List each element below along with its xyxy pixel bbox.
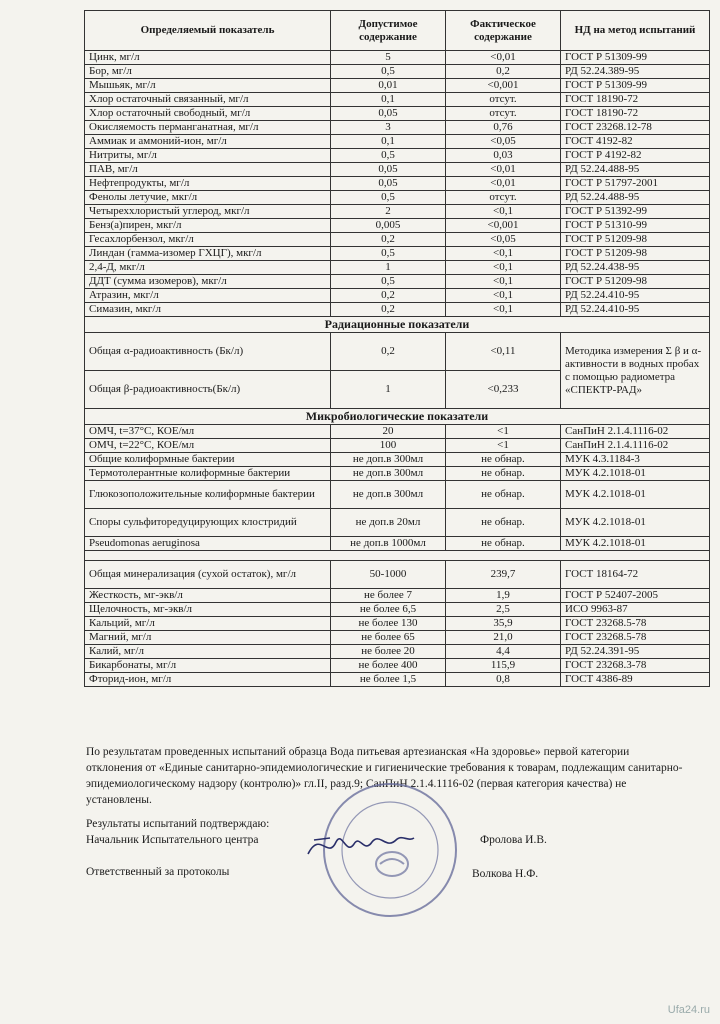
allowed-cell: 50-1000 — [331, 561, 446, 589]
section-row-radiation — [85, 317, 710, 333]
indicator-cell: Аммиак и аммоний-ион, мг/л — [85, 135, 331, 149]
indicator-cell: Мышьяк, мг/л — [85, 79, 331, 93]
indicator-cell: ОМЧ, t=22°С, КОЕ/мл — [85, 439, 331, 453]
table-row — [85, 425, 710, 439]
table-row — [85, 79, 710, 93]
allowed-cell: 0,2 — [331, 289, 446, 303]
method-cell: ГОСТ Р 51797-2001 — [561, 177, 710, 191]
actual-cell: <0,233 — [446, 371, 561, 409]
table-row — [85, 439, 710, 453]
method-cell: РД 52.24.488-95 — [561, 191, 710, 205]
table-row — [85, 481, 710, 509]
section-row-micro — [85, 409, 710, 425]
actual-cell: 0,76 — [446, 121, 561, 135]
method-cell: ГОСТ Р 51310-99 — [561, 219, 710, 233]
allowed-cell: не доп.в 1000мл — [331, 537, 446, 551]
allowed-cell: 0,5 — [331, 191, 446, 205]
indicator-cell: Нефтепродукты, мг/л — [85, 177, 331, 191]
spacer-cell — [85, 551, 710, 561]
allowed-cell: не более 7 — [331, 589, 446, 603]
allowed-cell: не более 400 — [331, 659, 446, 673]
method-cell: РД 52.24.410-95 — [561, 303, 710, 317]
allowed-cell: не более 1,5 — [331, 673, 446, 687]
allowed-cell: не доп.в 300мл — [331, 453, 446, 467]
table-row — [85, 537, 710, 551]
indicator-cell: Магний, мг/л — [85, 631, 331, 645]
allowed-cell: 0,5 — [331, 149, 446, 163]
allowed-cell: 0,2 — [331, 303, 446, 317]
actual-cell: не обнар. — [446, 467, 561, 481]
actual-cell: 239,7 — [446, 561, 561, 589]
indicator-cell: Цинк, мг/л — [85, 51, 331, 65]
allowed-cell: 0,1 — [331, 93, 446, 107]
indicator-cell: Хлор остаточный свободный, мг/л — [85, 107, 331, 121]
actual-cell: <0,001 — [446, 219, 561, 233]
indicator-cell: ОМЧ, t=37°С, КОЕ/мл — [85, 425, 331, 439]
actual-cell: <0,01 — [446, 177, 561, 191]
method-cell: СанПиН 2.1.4.1116-02 — [561, 425, 710, 439]
table-row — [85, 659, 710, 673]
indicator-cell: Линдан (гамма-изомер ГХЦГ), мкг/л — [85, 247, 331, 261]
indicator-cell: Окисляемость перманганатная, мг/л — [85, 121, 331, 135]
actual-cell: 21,0 — [446, 631, 561, 645]
method-cell: ИСО 9963-87 — [561, 603, 710, 617]
method-cell: ГОСТ 18190-72 — [561, 107, 710, 121]
method-cell: ГОСТ 23268.12-78 — [561, 121, 710, 135]
method-cell: РД 52.24.488-95 — [561, 163, 710, 177]
allowed-cell: не доп.в 300мл — [331, 467, 446, 481]
method-cell: ГОСТ Р 51392-99 — [561, 205, 710, 219]
table-row — [85, 163, 710, 177]
table-header-row — [85, 11, 710, 51]
actual-cell: <0,1 — [446, 247, 561, 261]
method-cell: РД 52.24.389-95 — [561, 65, 710, 79]
allowed-cell: 0,05 — [331, 163, 446, 177]
method-cell: ГОСТ Р 52407-2005 — [561, 589, 710, 603]
table-row — [85, 275, 710, 289]
method-cell: ГОСТ 23268.3-78 — [561, 659, 710, 673]
method-cell: СанПиН 2.1.4.1116-02 — [561, 439, 710, 453]
actual-cell: отсут. — [446, 191, 561, 205]
confirm-line-2: Начальник Испытательного центра — [86, 834, 259, 846]
handwritten-signature — [300, 820, 420, 870]
actual-cell: <0,1 — [446, 289, 561, 303]
method-cell: МУК 4.2.1018-01 — [561, 509, 710, 537]
allowed-cell: не более 20 — [331, 645, 446, 659]
indicator-cell: Споры сульфитоpедуцирующих клостридий — [85, 509, 331, 537]
method-cell: РД 52.24.391-95 — [561, 645, 710, 659]
indicator-cell: Бикарбонаты, мг/л — [85, 659, 331, 673]
allowed-cell: 0,2 — [331, 333, 446, 371]
allowed-cell: 1 — [331, 371, 446, 409]
indicator-cell: Гесахлорбензол, мкг/л — [85, 233, 331, 247]
table-row — [85, 603, 710, 617]
table-row — [85, 261, 710, 275]
indicator-cell: Четыреххлористый углерод, мкг/л — [85, 205, 331, 219]
method-cell: ГОСТ 18190-72 — [561, 93, 710, 107]
actual-cell: отсут. — [446, 107, 561, 121]
allowed-cell: 1 — [331, 261, 446, 275]
table-row — [85, 617, 710, 631]
actual-cell: <0,11 — [446, 333, 561, 371]
actual-cell: 35,9 — [446, 617, 561, 631]
actual-cell: не обнар. — [446, 453, 561, 467]
indicator-cell: Общая β-радиоактивность(Бк/л) — [85, 371, 331, 409]
table-row — [85, 149, 710, 163]
actual-cell: не обнар. — [446, 481, 561, 509]
allowed-cell: 2 — [331, 205, 446, 219]
table-row — [85, 289, 710, 303]
method-cell: ГОСТ Р 51209-98 — [561, 275, 710, 289]
method-cell: ГОСТ Р 51309-99 — [561, 51, 710, 65]
actual-cell: <0,001 — [446, 79, 561, 93]
header-method: НД на метод испытаний — [561, 11, 710, 51]
indicator-cell: Калий, мг/л — [85, 645, 331, 659]
allowed-cell: 0,01 — [331, 79, 446, 93]
actual-cell: <0,1 — [446, 303, 561, 317]
section-title-micro: Микробиологические показатели — [85, 409, 710, 425]
actual-cell: 1,9 — [446, 589, 561, 603]
allowed-cell: не более 6,5 — [331, 603, 446, 617]
head-name: Фролова И.В. — [480, 834, 547, 846]
table-row — [85, 121, 710, 135]
table-row — [85, 645, 710, 659]
actual-cell: <0,01 — [446, 51, 561, 65]
indicator-cell: Общая минерализация (сухой остаток), мг/л — [85, 561, 331, 589]
table-row — [85, 467, 710, 481]
method-cell: ГОСТ Р 4192-82 — [561, 149, 710, 163]
indicator-cell: Общие колиформные бактерии — [85, 453, 331, 467]
indicator-cell: ДДТ (сумма изомеров), мкг/л — [85, 275, 331, 289]
allowed-cell: 0,5 — [331, 65, 446, 79]
allowed-cell: не доп.в 20мл — [331, 509, 446, 537]
indicator-cell: Жесткость, мг-экв/л — [85, 589, 331, 603]
allowed-cell: 3 — [331, 121, 446, 135]
method-cell: ГОСТ 4192-82 — [561, 135, 710, 149]
table-row — [85, 453, 710, 467]
actual-cell: 4,4 — [446, 645, 561, 659]
indicator-cell: Pseudomonas aeruginosa — [85, 537, 331, 551]
table-row — [85, 509, 710, 537]
allowed-cell: 100 — [331, 439, 446, 453]
allowed-cell: 0,5 — [331, 275, 446, 289]
method-cell: ГОСТ 4386-89 — [561, 673, 710, 687]
table-row — [85, 93, 710, 107]
method-cell: МУК 4.2.1018-01 — [561, 481, 710, 509]
actual-cell: <0,1 — [446, 205, 561, 219]
indicator-cell: ПАВ, мг/л — [85, 163, 331, 177]
actual-cell: <1 — [446, 439, 561, 453]
indicator-cell: Фторид-ион, мг/л — [85, 673, 331, 687]
actual-cell: 0,03 — [446, 149, 561, 163]
table-row — [85, 107, 710, 121]
section-title-radiation: Радиационные показатели — [85, 317, 710, 333]
actual-cell: <0,05 — [446, 233, 561, 247]
allowed-cell: 0,05 — [331, 107, 446, 121]
method-cell: ГОСТ 23268.5-78 — [561, 617, 710, 631]
table-row — [85, 135, 710, 149]
table-row — [85, 333, 710, 371]
allowed-cell: 20 — [331, 425, 446, 439]
allowed-cell: не доп.в 300мл — [331, 481, 446, 509]
table-row — [85, 219, 710, 233]
method-cell: МУК 4.2.1018-01 — [561, 467, 710, 481]
indicator-cell: Общая α-радиоактивность (Бк/л) — [85, 333, 331, 371]
table-row — [85, 303, 710, 317]
allowed-cell: 0,5 — [331, 247, 446, 261]
actual-cell: не обнар. — [446, 509, 561, 537]
actual-cell: <0,1 — [446, 275, 561, 289]
allowed-cell: 0,05 — [331, 177, 446, 191]
indicator-cell: Нитриты, мг/л — [85, 149, 331, 163]
method-cell: МУК 4.3.1184-3 — [561, 453, 710, 467]
indicator-cell: Симазин, мкг/л — [85, 303, 331, 317]
indicator-cell: Хлор остаточный связанный, мг/л — [85, 93, 331, 107]
results-table — [84, 10, 710, 687]
header-allowed: Допустимое содержание — [331, 11, 446, 51]
actual-cell: 2,5 — [446, 603, 561, 617]
indicator-cell: Щелочность, мг-экв/л — [85, 603, 331, 617]
table-row — [85, 177, 710, 191]
table-row — [85, 673, 710, 687]
actual-cell: 0,8 — [446, 673, 561, 687]
actual-cell: <0,1 — [446, 261, 561, 275]
actual-cell: отсут. — [446, 93, 561, 107]
table-row — [85, 589, 710, 603]
table-row — [85, 51, 710, 65]
indicator-cell: Бор, мг/л — [85, 65, 331, 79]
table-row — [85, 631, 710, 645]
actual-cell: <0,01 — [446, 163, 561, 177]
actual-cell: <0,05 — [446, 135, 561, 149]
allowed-cell: 0,005 — [331, 219, 446, 233]
method-cell: ГОСТ 18164-72 — [561, 561, 710, 589]
indicator-cell: Фенолы летучие, мкг/л — [85, 191, 331, 205]
header-actual: Фактическое содержание — [446, 11, 561, 51]
header-indicator: Определяемый показатель — [85, 11, 331, 51]
allowed-cell: не более 130 — [331, 617, 446, 631]
allowed-cell: 0,1 — [331, 135, 446, 149]
allowed-cell: 0,2 — [331, 233, 446, 247]
actual-cell: 0,2 — [446, 65, 561, 79]
spacer-row — [85, 551, 710, 561]
table-row — [85, 205, 710, 219]
method-cell: ГОСТ Р 51209-98 — [561, 233, 710, 247]
method-cell: РД 52.24.438-95 — [561, 261, 710, 275]
indicator-cell: Глюкозоположительные колиформные бактерии — [85, 481, 331, 509]
actual-cell: не обнар. — [446, 537, 561, 551]
indicator-cell: Термотолерантные колиформные бактерии — [85, 467, 331, 481]
table-row — [85, 233, 710, 247]
indicator-cell: Бенз(а)пирен, мкг/л — [85, 219, 331, 233]
indicator-cell: Кальций, мг/л — [85, 617, 331, 631]
confirm-line-1: Результаты испытаний подтверждаю: — [86, 818, 270, 830]
responsible-label: Ответственный за протоколы — [86, 866, 230, 878]
method-cell: Методика измерения Σ β и α-активности в водных пробах с помощью радиометра «СПЕКТР-РАД» — [561, 333, 710, 409]
method-cell: ГОСТ Р 51309-99 — [561, 79, 710, 93]
method-cell: ГОСТ 23268.5-78 — [561, 631, 710, 645]
site-watermark: Ufa24.ru — [667, 1004, 710, 1016]
method-cell: МУК 4.2.1018-01 — [561, 537, 710, 551]
method-cell: РД 52.24.410-95 — [561, 289, 710, 303]
table-row — [85, 247, 710, 261]
allowed-cell: не более 65 — [331, 631, 446, 645]
responsible-name: Волкова Н.Ф. — [472, 868, 539, 880]
actual-cell: <1 — [446, 425, 561, 439]
allowed-cell: 5 — [331, 51, 446, 65]
indicator-cell: 2,4-Д, мкг/л — [85, 261, 331, 275]
method-cell: ГОСТ Р 51209-98 — [561, 247, 710, 261]
conclusion-text: По результатам проведенных испытаний образца Вода питьевая артезианская «На здоровье» первой категории отклонения от «Единые санитарно-эпидемиологические и гигиенические требования к товарам, подлежащим санитарно-эпидемиологическому надзору (контролю)» гл.II, разд.9; СанПиН 2.1.4.1116-02 (первая категория качества) не установлены. — [86, 746, 683, 806]
table-row — [85, 561, 710, 589]
table-row — [85, 65, 710, 79]
table-row — [85, 191, 710, 205]
indicator-cell: Атразин, мкг/л — [85, 289, 331, 303]
actual-cell: 115,9 — [446, 659, 561, 673]
